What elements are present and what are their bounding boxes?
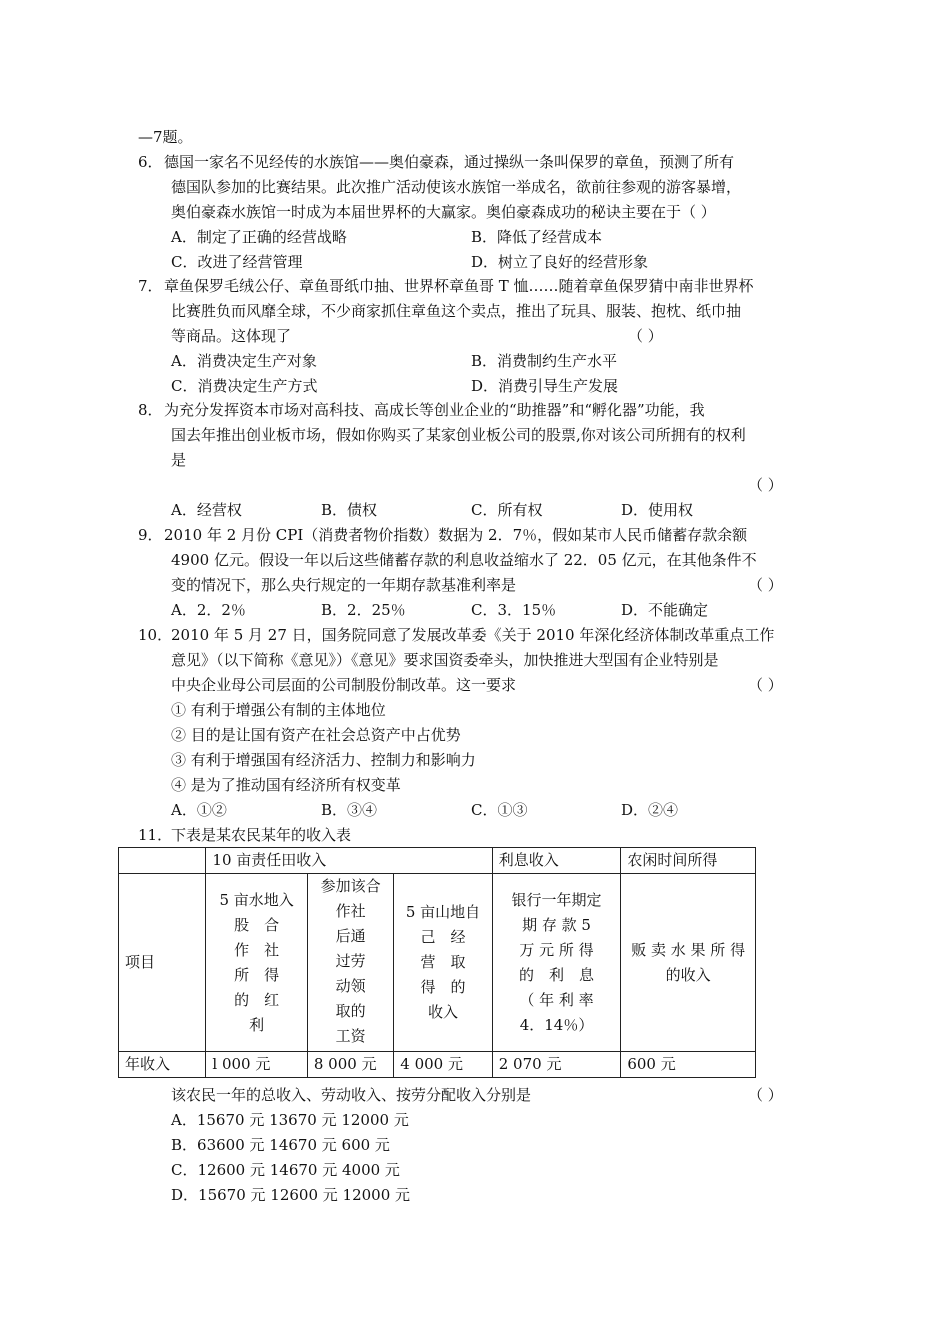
q7-answer-paren[interactable]: （ ） [628, 327, 663, 345]
cell-line: 的 红 [234, 990, 280, 1009]
q6-option-a[interactable]: A．制定了正确的经营战略 [171, 228, 347, 246]
cell-line: 动领 [335, 977, 366, 995]
q10-item-4: ④ 是为了推动国有经济所有权变革 [171, 776, 401, 794]
table-annual-value: 600 元 [621, 1052, 756, 1078]
cell-line: 贩 卖 水 果 所 得 [631, 940, 746, 959]
q6-number: 6． [138, 153, 163, 171]
cell-line: 4．14％） [519, 1015, 594, 1034]
q8-option-c[interactable]: C．所有权 [471, 501, 543, 519]
q8-option-a[interactable]: A．经营权 [171, 501, 242, 519]
q8-number: 8． [138, 401, 163, 419]
q10-line-3: 中央企业母公司层面的公司制股份制改革。这一要求 [171, 676, 517, 694]
cell-line: 5 亩山地自 [405, 903, 481, 921]
q6-option-b[interactable]: B．降低了经营成本 [471, 228, 603, 246]
income-table [118, 847, 756, 1078]
q9-option-a[interactable]: A．2．2％ [171, 601, 246, 619]
q8-option-b[interactable]: B．债权 [321, 501, 378, 519]
cell-line: 的收入 [665, 965, 711, 984]
q7-option-b[interactable]: B．消费制约生产水平 [471, 352, 618, 370]
q6-line-2: 德国队参加的比赛结果。此次推广活动使该水族馆一举成名，欲前往参观的游客暴增， [171, 178, 742, 196]
q11-after-text: 该农民一年的总收入、劳动收入、按劳分配收入分别是 [171, 1086, 532, 1104]
cell-line: 期 存 款 5 [522, 915, 591, 934]
table-cell-wage [307, 874, 393, 1052]
cell-line: 万 元 所 得 [519, 940, 594, 959]
cell-line: 得 的 [420, 978, 466, 996]
cell-line: 利 [249, 1015, 265, 1034]
q10-option-c[interactable]: C．①③ [471, 801, 528, 819]
q10-item-1: ① 有利于增强公有制的主体地位 [171, 701, 386, 719]
q11-line-1: 下表是某农民某年的收入表 [171, 826, 352, 844]
q6-option-d[interactable]: D．树立了良好的经营形象 [471, 253, 649, 271]
q9-line-1: 2010 年 2 月份 CPI（消费者物价指数）数据为 2．7％，假如某市人民币储蓄存款余额 [164, 526, 748, 544]
q10-option-a[interactable]: A．①② [171, 801, 227, 819]
table-cell-interest [492, 874, 621, 1052]
cell-line: 营 取 [420, 953, 466, 971]
q10-option-d[interactable]: D．②④ [621, 801, 679, 819]
table-annual-value: 2 070 元 [492, 1052, 621, 1078]
q7-line-1: 章鱼保罗毛绒公仔、章鱼哥纸巾抽、世界杯章鱼哥 T 恤……随着章鱼保罗猜中南非世界杯 [164, 277, 754, 295]
q10-number: 10． [138, 626, 173, 644]
table-cell-mountain [394, 874, 492, 1052]
q10-answer-paren[interactable]: （ ） [748, 676, 783, 694]
table-header-land: 10 亩责任田收入 [206, 848, 492, 874]
cell-line: 的 利 息 [519, 965, 595, 984]
q9-number: 9． [138, 526, 163, 544]
q7-option-a[interactable]: A．消费决定生产对象 [171, 352, 317, 370]
table-header-row [119, 848, 756, 874]
cell-line: 后通 [335, 927, 366, 945]
table-cell-fruit [621, 874, 756, 1052]
cell-line: 取的 [335, 1002, 366, 1020]
q9-line-2: 4900 亿元。假设一年以后这些储蓄存款的利息收益缩水了 22．05 亿元，在其他条件不 [171, 551, 757, 569]
q8-option-d[interactable]: D．使用权 [621, 501, 694, 519]
cell-line: 银行一年期定 [511, 890, 602, 909]
q9-option-d[interactable]: D．不能确定 [621, 601, 709, 619]
q6-line-1: 德国一家名不见经传的水族馆——奥伯豪森，通过操纵一条叫保罗的章鱼，预测了所有 [164, 153, 735, 171]
table-row-label: 项目 [119, 874, 206, 1052]
table-annual-value: 8 000 元 [307, 1052, 393, 1078]
q8-line-3: 是 [171, 451, 187, 469]
q7-number: 7． [138, 277, 163, 295]
cell-line: （ 年 利 率 [519, 990, 594, 1009]
table-row [119, 874, 756, 1052]
cell-line: 过劳 [335, 952, 366, 970]
q8-line-1: 为充分发挥资本市场对高科技、高成长等创业企业的“助推器”和“孵化器”功能，我 [164, 401, 705, 419]
q11-option-d[interactable]: D．15670 元 12600 元 12000 元 [171, 1186, 411, 1204]
q6-option-c[interactable]: C．改进了经营管理 [171, 253, 303, 271]
q9-line-3: 变的情况下，那么央行规定的一年期存款基准利率是 [171, 576, 517, 594]
cell-line: 工资 [335, 1027, 366, 1045]
table-header-offseason: 农闲时间所得 [621, 848, 756, 874]
cell-line: 参加该合 [320, 877, 381, 895]
table-annual-value: 4 000 元 [394, 1052, 492, 1078]
table-annual-label: 年收入 [119, 1052, 206, 1078]
cell-line: 5 亩水地入 [219, 890, 294, 909]
q11-number: 11． [138, 826, 173, 844]
cell-line: 作社 [335, 902, 366, 920]
table-header-interest: 利息收入 [492, 848, 621, 874]
table-row-annual [119, 1052, 756, 1078]
cell-line: 作 社 [234, 940, 280, 959]
q9-option-b[interactable]: B．2．25％ [321, 601, 406, 619]
intro-text: —7题。 [138, 128, 193, 146]
q11-answer-paren[interactable]: （ ） [748, 1086, 783, 1104]
table-annual-value: l 000 元 [206, 1052, 307, 1078]
q6-line-3: 奥伯豪森水族馆一时成为本届世界杯的大赢家。奥伯豪森成功的秘诀主要在于（ ） [171, 203, 716, 221]
cell-line: 收入 [427, 1003, 458, 1021]
cell-line: 股 合 [234, 915, 280, 934]
q10-line-2: 意见》（以下简称《意见》）《意见》要求国资委牵头，加快推进大型国有企业特别是 [171, 651, 719, 669]
q9-answer-paren[interactable]: （ ） [748, 576, 783, 594]
q7-line-2: 比赛胜负而风靡全球，不少商家抓住章鱼这个卖点，推出了玩具、服装、抱枕、纸巾抽 [171, 302, 742, 320]
q11-option-a[interactable]: A．15670 元 13670 元 12000 元 [171, 1111, 409, 1129]
q8-answer-paren[interactable]: （ ） [748, 476, 783, 494]
cell-line: 所 得 [234, 965, 280, 984]
table-corner-cell [119, 848, 206, 874]
q11-option-c[interactable]: C．12600 元 14670 元 4000 元 [171, 1161, 400, 1179]
q10-item-3: ③ 有利于增强国有经济活力、控制力和影响力 [171, 751, 476, 769]
q8-line-2: 国去年推出创业板市场，假如你购买了某家创业板公司的股票,你对该公司所拥有的权利 [171, 426, 746, 444]
q7-option-d[interactable]: D．消费引导生产发展 [471, 377, 619, 395]
q10-item-2: ② 目的是让国有资产在社会总资产中占优势 [171, 726, 461, 744]
q7-option-c[interactable]: C．消费决定生产方式 [171, 377, 318, 395]
q11-option-b[interactable]: B．63600 元 14670 元 600 元 [171, 1136, 390, 1154]
q7-line-3: 等商品。这体现了 [171, 327, 292, 345]
table-cell-dividend [206, 874, 307, 1052]
q10-line-1: 2010 年 5 月 27 日，国务院同意了发展改革委《关于 2010 年深化经济体制改革重点工作 [171, 626, 775, 644]
cell-line: 己 经 [420, 928, 466, 946]
q9-option-c[interactable]: C．3．15％ [471, 601, 557, 619]
q10-option-b[interactable]: B．③④ [321, 801, 378, 819]
